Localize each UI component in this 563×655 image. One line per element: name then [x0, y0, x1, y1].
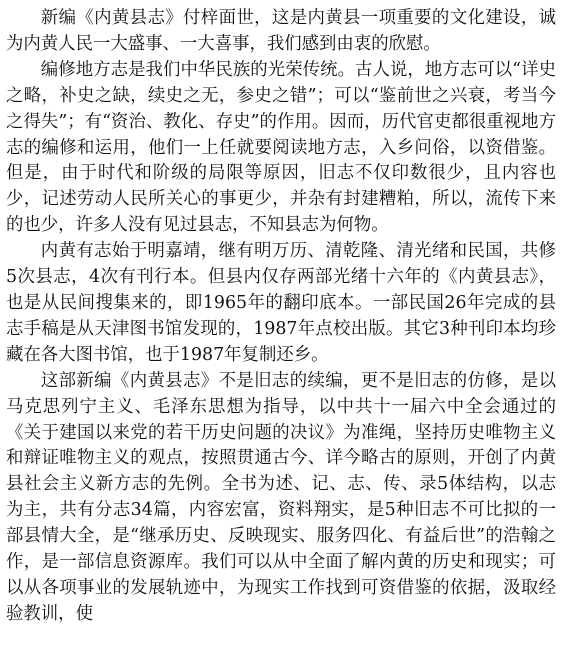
- paragraph-4: 这部新编《内黄县志》不是旧志的续编，更不是旧志的仿修，是以马克思列宁主义、毛泽东思想为指导，以中共十一届六中全会通过的《关于建国以来党的若干历史问题的决议》为准绳，坚持历史唯物主义和辩证唯物主义的观点，按照贯通古今、详今略古的原则，开创了内黄县社会主义新方志的先例。全书为述、记、志、传、录5体结构，以志为主，共有分志34篇，内容宏富，资料翔实，是5种旧志不可比拟的一部县情大全，是“继承历史、反映现实、服务四化、有益后世”的浩翰之作，是一部信息资源库。我们可以从中全面了解内黄的历史和现实；可以从各项事业的发展轨迹中，为现实工作找到可资借鉴的依据，汲取经验教训，使: [6, 370, 556, 624]
- paragraph-1: 新编《内黄县志》付梓面世，这是内黄县一项重要的文化建设，诚为内黄人民一大盛事、一大喜事，我们感到由衷的欣慰。: [6, 8, 556, 54]
- preface-text: [6, 6, 556, 628]
- paragraph-3: 内黄有志始于明嘉靖，继有明万历、清乾隆、清光绪和民国，共修5次县志，4次有刊行本。但县内仅存两部光绪十六年的《内黄县志》，也是从民间搜集来的，即1965年的翻印底本。一部民国26年完成的县志手稿是从天津图书馆发现的，1987年点校出版。其它3种刊印本均珍藏在各大图书馆，也于1987年复制还乡。: [6, 241, 556, 365]
- paragraph-2: 编修地方志是我们中华民族的光荣传统。古人说，地方志可以“详史之略，补史之缺，续史之无，参史之错”；可以“鉴前世之兴衰，考当今之得失”；有“资治、教化、存史”的作用。因而，历代官吏都很重视地方志的编修和运用，他们一上任就要阅读地方志，入乡问俗，以资借鉴。但是，由于时代和阶级的局限等原因，旧志不仅印数很少，且内容也少，记述劳动人民所关心的事更少，并杂有封建糟粕，所以，流传下来的也少，许多人没有见过县志，不知县志为何物。: [6, 59, 556, 236]
